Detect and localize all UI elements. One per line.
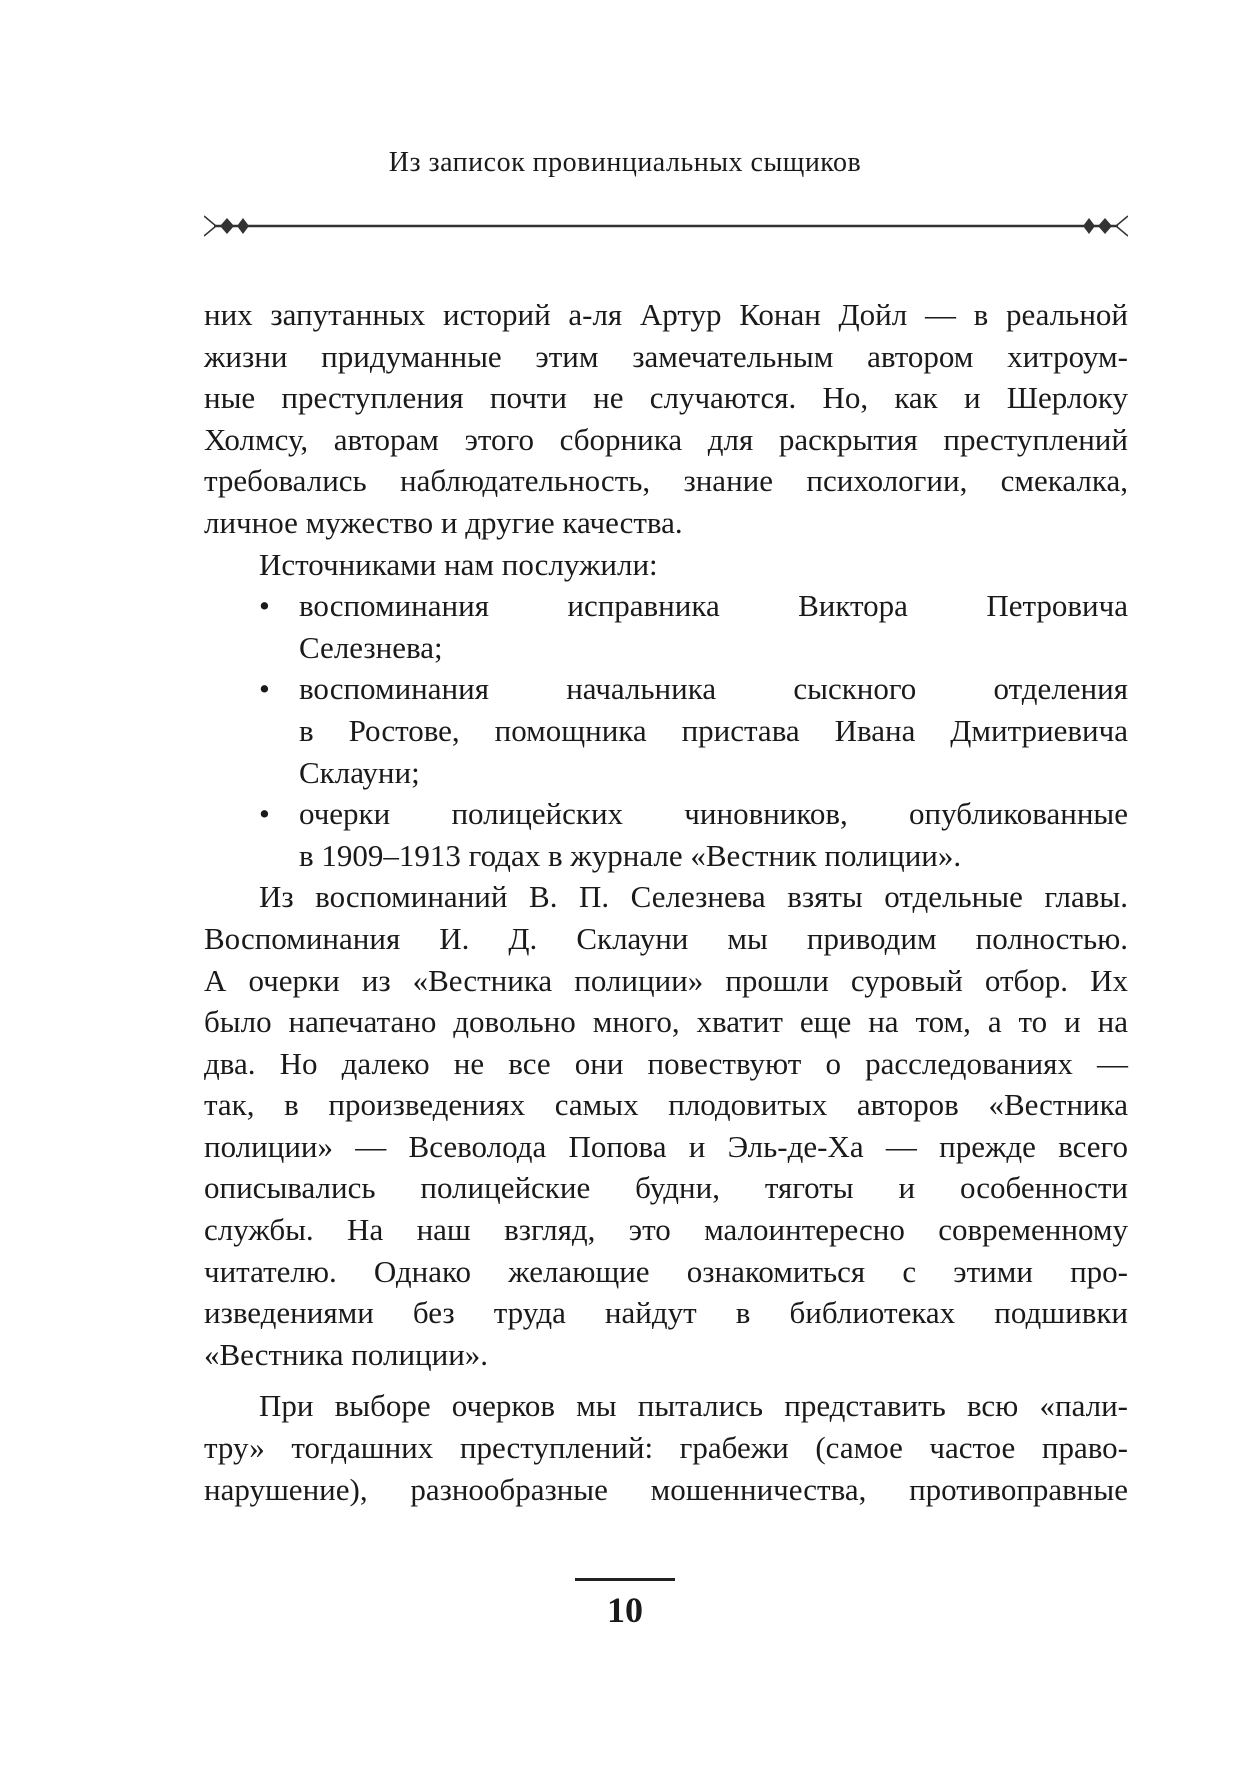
paragraph-gap: [204, 1375, 1128, 1385]
bullet-list-item-line: [204, 793, 1128, 835]
text-line: [204, 752, 1128, 794]
text-line: [204, 1334, 1128, 1376]
line-text: Склауни;: [299, 754, 420, 790]
line-text: описывались полицейские будни, тяготы и особенности: [204, 1170, 1128, 1206]
text-line: [204, 1209, 1128, 1251]
text-line: [204, 1292, 1128, 1334]
line-text: требовались наблюдательность, знание психологии, смекалка,: [204, 463, 1128, 499]
line-text: тру» тогдашних преступлений: грабежи (самое частое право-: [204, 1430, 1128, 1466]
text-line: [204, 419, 1128, 461]
line-text: два. Но далеко не все они повествуют о расследованиях —: [204, 1045, 1128, 1081]
page-number-rule: [575, 1578, 675, 1581]
line-text: «Вестника полиции».: [204, 1336, 489, 1372]
page-number: 10: [607, 1590, 643, 1630]
line-text: в 1909–1913 годах в журнале «Вестник полиции».: [299, 837, 962, 873]
line-text: читателю. Однако желающие ознакомиться с этими про-: [204, 1253, 1128, 1289]
text-line: [204, 1427, 1128, 1469]
line-text: Воспоминания И. Д. Склауни мы приводим полностью.: [204, 920, 1128, 956]
text-line: [204, 1251, 1128, 1293]
text-line: [204, 294, 1128, 336]
line-text: было напечатано довольно много, хватит еще на том, а то и на: [204, 1004, 1128, 1040]
bullet-list-item-line: [204, 668, 1128, 710]
text-line: [204, 502, 1128, 544]
line-text: очерки полицейских чиновников, опубликованные: [299, 796, 1128, 832]
text-line: [204, 876, 1128, 918]
text-line: [204, 1001, 1128, 1043]
text-line: [204, 710, 1128, 752]
line-text: так, в произведениях самых плодовитых авторов «Вестника: [204, 1087, 1128, 1123]
text-line: [204, 627, 1128, 669]
header-ornament-divider: [204, 213, 1128, 239]
page-body-text: [204, 294, 1128, 1510]
text-line: [204, 1469, 1128, 1511]
line-text: Источниками нам послужили:: [259, 546, 658, 582]
line-text: воспоминания начальника сыскного отделения: [299, 671, 1128, 707]
text-line: [204, 1126, 1128, 1168]
text-line: [204, 460, 1128, 502]
text-line: [204, 1167, 1128, 1209]
line-text: А очерки из «Вестника полиции» прошли суровый отбор. Их: [204, 962, 1128, 998]
line-text: службы. На наш взгляд, это малоинтересно современному: [204, 1212, 1128, 1248]
line-text: Холмсу, авторам этого сборника для раскрытия преступлений: [204, 421, 1128, 457]
bullet-icon: •: [259, 796, 270, 832]
text-line: [204, 918, 1128, 960]
line-text: личное мужество и другие качества.: [204, 504, 683, 540]
text-line: [204, 377, 1128, 419]
line-text: жизни придуманные этим замечательным автором хитроум-: [204, 338, 1128, 374]
line-text: нарушение), разнообразные мошенничества, противоправные: [204, 1471, 1128, 1507]
line-text: воспоминания исправника Виктора Петровича: [299, 588, 1128, 624]
line-text: При выборе очерков мы пытались представить всю «пали-: [259, 1388, 1128, 1424]
line-text: ные преступления почти не случаются. Но, как и Шерлоку: [204, 380, 1128, 416]
text-line: [204, 835, 1128, 877]
text-line: [204, 960, 1128, 1002]
running-header: Из записок провинциальных сыщиков: [388, 147, 862, 178]
bullet-list-item-line: [204, 585, 1128, 627]
bullet-icon: •: [259, 671, 270, 707]
text-line: [204, 544, 1128, 586]
line-text: в Ростове, помощника пристава Ивана Дмитриевича: [299, 712, 1128, 748]
text-line: [204, 336, 1128, 378]
line-text: полиции» — Всеволода Попова и Эль-де-Ха — прежде всего: [204, 1128, 1128, 1164]
text-line: [204, 1385, 1128, 1427]
line-text: Из воспоминаний В. П. Селезнева взяты отдельные главы.: [259, 879, 1128, 915]
text-line: [204, 1084, 1128, 1126]
text-line: [204, 1043, 1128, 1085]
line-text: Селезнева;: [299, 629, 443, 665]
line-text: них запутанных историй а-ля Артур Конан Дойл — в реальной: [204, 297, 1128, 332]
line-text: изведениями без труда найдут в библиотеках подшивки: [204, 1295, 1128, 1331]
bullet-icon: •: [259, 588, 270, 624]
